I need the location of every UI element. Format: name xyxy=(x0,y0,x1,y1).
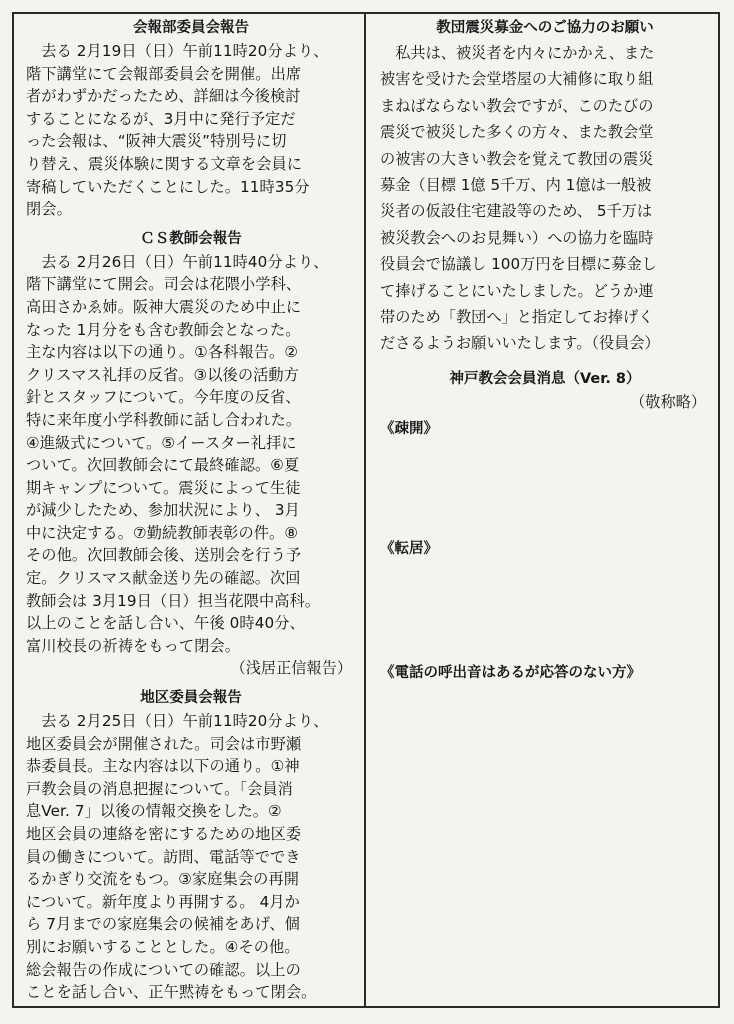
section-body-earthquake-appeal: 私共は、被災者を内々にかかえ、また 被害を受けた会堂塔屋の大補修に取り組 まねばならない教会ですが、このたびの 震災で被災した多くの方々、また教会堂 の被害の大きい教会を覚えて教団の震災 募金（目標 1億 5千万、内 1億は一般被 災者の仮設住宅建設等のため、 5千万は 被災教会へのお見舞い）への協力を臨時 役員会で協議し 100万円を目標に募金し て捧げることにいたしました。どうか連 帯のため「教団へ」と指定してお捧げく ださるようお願いいたします。（役員会） xyxy=(380,44,660,353)
section-title-district-committee: 地区委員会報告 xyxy=(140,690,242,707)
section-body-cs-teachers: 去る 2月26日（日）午前11時40分より、 階下講堂にて開会。司会は花隈小学科、 高田さかゑ姉。阪神大震災のため中止に なった 1月分をも含む教師会となった。 主な内容は以下の通り。①各科報告。② クリスマス礼拝の反省。③以後の活動方 針とスタッフについて。今年度の反省、 特に来年度小学科教師に話し合われた。 ④進級式について。⑤イースター礼拝に ついて。次回教師会にて最終確認。⑥夏 期キャンプについて。震災によって生徒 が減少したため、参加状況により、 3月 中に決定する。⑦勤続教師表彰の件。⑧ その他。次回教師会後、送別会を行う予 定。クリスマス献金送り先の確認。次回 教師会は 3月19日（日）担当花隈中高科。 以上のことを話し合い、午後 0時40分、 富川校長の祈祷をもって閉会。 xyxy=(26,252,329,655)
column-divider xyxy=(364,12,366,1008)
category-relocation: 《転居》 xyxy=(380,541,438,558)
category-evacuation: 《疎開》 xyxy=(380,421,438,438)
left-column xyxy=(26,16,356,1004)
right-column xyxy=(380,16,710,685)
section-body-district-committee: 去る 2月25日（日）午前11時20分より、 地区委員会が開催された。司会は市野瀬 恭委員長。主な内容は以下の通り。①神 戸教会員の消息把握について。「会員消 息Ver. 7」以後の情報交換をした。② 地区会員の連絡を密にするための地区委 員の働きについて。訪問、電話等ででき るかぎり交流をもつ。③家庭集会の再開 について。新年度より再開する。 4月か ら 7月までの家庭集会の候補をあげ、個 別にお願いすることとした。④その他。 総会報告の作成についての確認。以上の ことを話し合い、正午黙祷をもって閉会。 xyxy=(26,712,329,1002)
section-title-earthquake-appeal: 教団震災募金へのご協力のお願い xyxy=(436,20,654,36)
section-title-publications-committee: 会報部委員会報告 xyxy=(133,20,249,36)
section-title-member-news: 神戸教会会員消息（Ver. 8） xyxy=(449,370,641,387)
report-signature: （浅居正信報告） xyxy=(230,659,352,678)
honorific-note: （敬称略） xyxy=(630,392,706,411)
category-no-answer: 《電話の呼出音はあるが応答のない方》 xyxy=(380,665,641,682)
section-title-cs-teachers: ＣＳ教師会報告 xyxy=(140,230,242,247)
section-body-publications-committee: 去る 2月19日（日）午前11時20分より、 階下講堂にて会報部委員会を開催。出席 者がわずかだったため、詳細は今後検討 することになるが、3月中に発行予定だ った会報は、“阪神大震災”特別号に切 り替え、震災体験に関する文章を会員に 寄稿していただくことにした。11時35分 閉会。 xyxy=(26,42,329,219)
